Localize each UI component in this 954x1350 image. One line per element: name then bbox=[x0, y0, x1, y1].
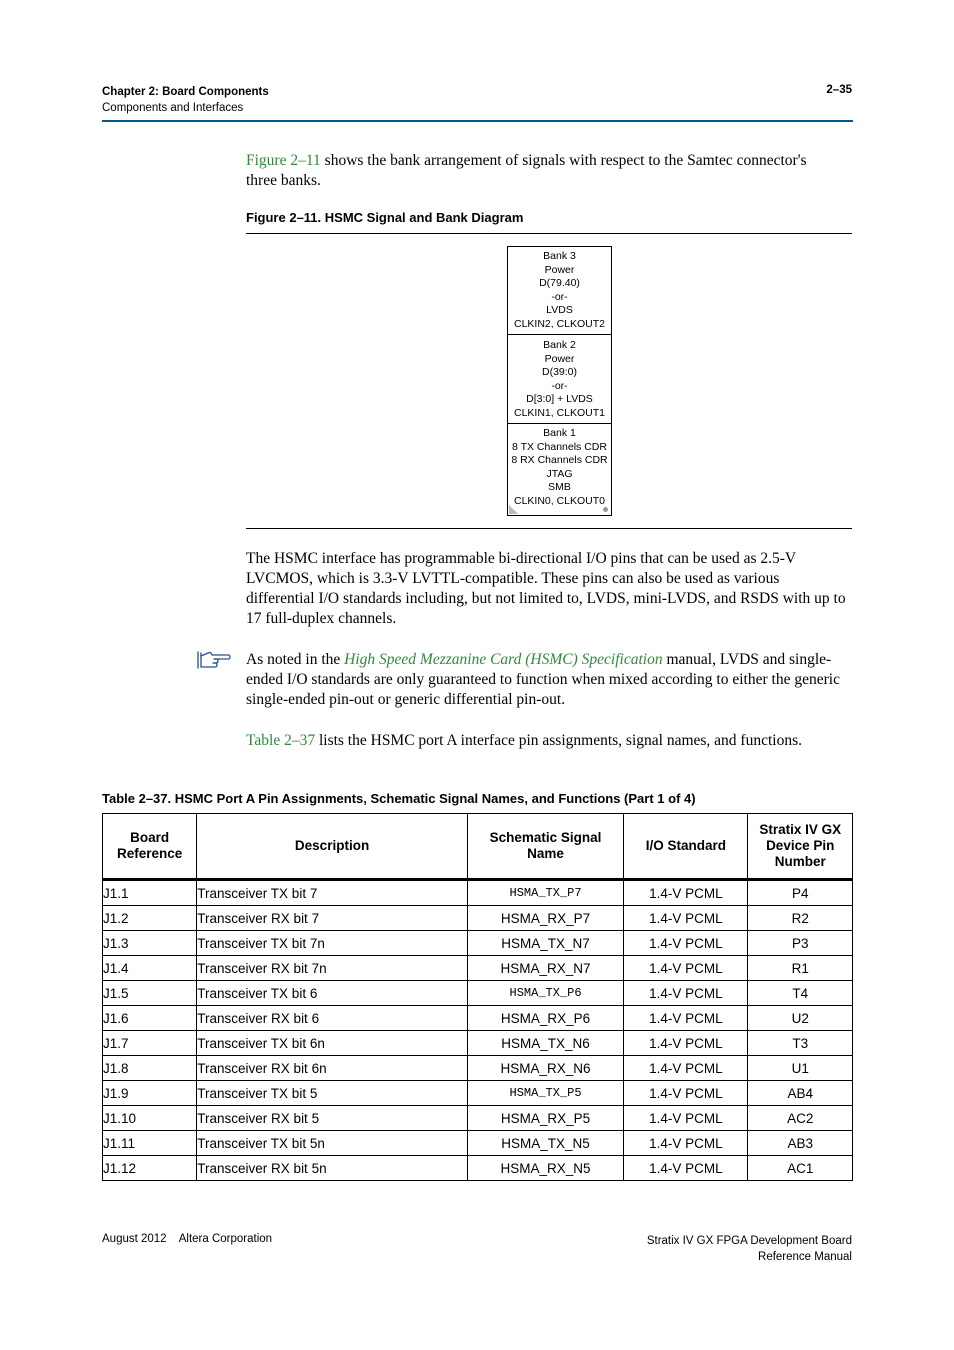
description-cell: Transceiver TX bit 7n bbox=[197, 931, 468, 956]
note-text-after: manual, LVDS and single-ended I/O standards are only guaranteed to function when mixed according to either the generic single-ended pin-out or generic differential pin-out. bbox=[246, 651, 840, 708]
board-reference-cell: J1.11 bbox=[103, 1131, 197, 1156]
pin-number-cell: AC2 bbox=[748, 1106, 853, 1131]
figure-link[interactable]: Figure 2–11 bbox=[246, 152, 321, 169]
io-standard-cell: 1.4-V PCML bbox=[624, 1081, 748, 1106]
board-reference-cell: J1.4 bbox=[103, 956, 197, 981]
io-standard-cell: 1.4-V PCML bbox=[624, 1056, 748, 1081]
description-cell: Transceiver TX bit 6 bbox=[197, 981, 468, 1006]
table-row bbox=[103, 1031, 853, 1056]
board-reference-cell: J1.8 bbox=[103, 1056, 197, 1081]
chapter-title: Chapter 2: Board Components bbox=[102, 86, 269, 98]
intro-text: shows the bank arrangement of signals with respect to the Samtec connector's three banks. bbox=[246, 152, 807, 189]
figure-caption: Figure 2–11. HSMC Signal and Bank Diagram bbox=[246, 210, 524, 225]
description-cell: Transceiver RX bit 7n bbox=[197, 956, 468, 981]
signal-name-cell: HSMA_RX_N6 bbox=[467, 1056, 623, 1081]
footer-date-company: August 2012 Altera Corporation bbox=[102, 1233, 273, 1245]
io-standard-cell: 1.4-V PCML bbox=[624, 931, 748, 956]
io-standard-cell: 1.4-V PCML bbox=[624, 1131, 748, 1156]
description-cell: Transceiver TX bit 5n bbox=[197, 1131, 468, 1156]
pin-number-cell: R2 bbox=[748, 906, 853, 931]
table-row bbox=[103, 1131, 853, 1156]
bank-2-line: CLKIN1, CLKOUT1 bbox=[513, 406, 606, 419]
table-row bbox=[103, 906, 853, 931]
table-row bbox=[103, 1056, 853, 1081]
description-cell: Transceiver RX bit 7 bbox=[197, 906, 468, 931]
hsmc-bank-diagram bbox=[507, 246, 612, 516]
bank-2-block bbox=[508, 339, 611, 420]
hsmc-description-paragraph: The HSMC interface has programmable bi-directional I/O pins that can be used as 2.5-V LVCMOS, which is 3.3-V LVTTL-compatible. These pins can also be used as various differential I/O standards including, but not limited to, LVDS, mini-LVDS, and RSDS with up to 17 full-duplex channels. bbox=[246, 550, 846, 627]
table-row bbox=[103, 1006, 853, 1031]
description-cell: Transceiver RX bit 6n bbox=[197, 1056, 468, 1081]
description-cell: Transceiver TX bit 7 bbox=[197, 880, 468, 906]
signal-name-cell: HSMA_TX_P7 bbox=[467, 880, 623, 906]
note-text-before: As noted in the bbox=[246, 651, 345, 668]
io-standard-cell: 1.4-V PCML bbox=[624, 906, 748, 931]
signal-name-cell: HSMA_TX_N6 bbox=[467, 1031, 623, 1056]
table-intro-paragraph bbox=[246, 731, 846, 751]
header-rule bbox=[102, 120, 853, 122]
bank-3-line: Bank 3 bbox=[543, 250, 576, 262]
board-reference-cell: J1.1 bbox=[103, 880, 197, 906]
table-row bbox=[103, 1156, 853, 1181]
intro-paragraph bbox=[246, 151, 836, 191]
bank-3-line: -or- bbox=[551, 290, 568, 303]
pointing-hand-icon bbox=[196, 648, 232, 672]
signal-name-cell: HSMA_TX_P6 bbox=[467, 981, 623, 1006]
bank-2-line: Power bbox=[544, 352, 575, 365]
signal-name-cell: HSMA_RX_P7 bbox=[467, 906, 623, 931]
pin-number-cell: U2 bbox=[748, 1006, 853, 1031]
pin-number-cell: AC1 bbox=[748, 1156, 853, 1181]
col-header-io-standard: I/O Standard bbox=[624, 814, 748, 880]
col-header-description: Description bbox=[197, 814, 468, 880]
footer-document-title bbox=[647, 1233, 852, 1265]
bank-2-line: D[3:0] + LVDS bbox=[526, 393, 593, 405]
signal-name-cell: HSMA_TX_N5 bbox=[467, 1131, 623, 1156]
io-standard-cell: 1.4-V PCML bbox=[624, 1006, 748, 1031]
bank-divider bbox=[508, 423, 611, 424]
table-header-row bbox=[103, 814, 853, 880]
bank-1-line: 8 TX Channels CDR bbox=[512, 440, 607, 453]
pin-number-cell: P4 bbox=[748, 880, 853, 906]
bank-1-line: JTAG bbox=[546, 467, 573, 480]
board-reference-cell: J1.12 bbox=[103, 1156, 197, 1181]
description-cell: Transceiver RX bit 5 bbox=[197, 1106, 468, 1131]
hsmc-spec-link[interactable]: High Speed Mezzanine Card (HSMC) Specification bbox=[344, 651, 663, 668]
bank-divider bbox=[508, 334, 611, 335]
table-row bbox=[103, 1106, 853, 1131]
table-row bbox=[103, 981, 853, 1006]
bank-3-line: LVDS bbox=[546, 304, 573, 316]
pin-number-cell: T4 bbox=[748, 981, 853, 1006]
board-reference-cell: J1.6 bbox=[103, 1006, 197, 1031]
bank-1-line: Bank 1 bbox=[543, 427, 576, 439]
footer-title-line-1: Stratix IV GX FPGA Development Board bbox=[646, 1235, 852, 1247]
bank-3-line: CLKIN2, CLKOUT2 bbox=[513, 317, 606, 330]
table-row bbox=[103, 1081, 853, 1106]
bank-3-line: D(79.40) bbox=[539, 277, 580, 289]
table-caption: Table 2–37. HSMC Port A Pin Assignments, Schematic Signal Names, and Functions (Part 1 of 4) bbox=[102, 791, 696, 806]
io-standard-cell: 1.4-V PCML bbox=[624, 880, 748, 906]
running-header bbox=[102, 84, 269, 116]
figure-top-rule bbox=[246, 233, 852, 234]
signal-name-cell: HSMA_RX_P5 bbox=[467, 1106, 623, 1131]
board-reference-cell: J1.7 bbox=[103, 1031, 197, 1056]
board-reference-cell: J1.2 bbox=[103, 906, 197, 931]
board-reference-cell: J1.10 bbox=[103, 1106, 197, 1131]
col-header-schematic-signal-name: Schematic Signal Name bbox=[467, 814, 623, 880]
board-reference-cell: J1.3 bbox=[103, 931, 197, 956]
table-row bbox=[103, 956, 853, 981]
pin-number-cell: T3 bbox=[748, 1031, 853, 1056]
connector-corner-marker bbox=[509, 505, 518, 514]
board-reference-cell: J1.5 bbox=[103, 981, 197, 1006]
table-intro-text: lists the HSMC port A interface pin assignments, signal names, and functions. bbox=[315, 732, 802, 749]
bank-1-line: SMB bbox=[548, 481, 571, 493]
pin-number-cell: R1 bbox=[748, 956, 853, 981]
signal-name-cell: HSMA_TX_P5 bbox=[467, 1081, 623, 1106]
bank-3-line: Power bbox=[544, 263, 575, 276]
note-paragraph bbox=[246, 650, 856, 710]
description-cell: Transceiver RX bit 5n bbox=[197, 1156, 468, 1181]
io-standard-cell: 1.4-V PCML bbox=[624, 981, 748, 1006]
io-standard-cell: 1.4-V PCML bbox=[624, 1031, 748, 1056]
signal-name-cell: HSMA_RX_N5 bbox=[467, 1156, 623, 1181]
section-title: Components and Interfaces bbox=[102, 102, 244, 114]
description-cell: Transceiver RX bit 6 bbox=[197, 1006, 468, 1031]
signal-name-cell: HSMA_TX_N7 bbox=[467, 931, 623, 956]
table-link[interactable]: Table 2–37 bbox=[246, 732, 316, 749]
signal-name-cell: HSMA_RX_P6 bbox=[467, 1006, 623, 1031]
signal-name-cell: HSMA_RX_N7 bbox=[467, 956, 623, 981]
bank-1-line: 8 RX Channels CDR bbox=[511, 454, 608, 466]
col-header-board-reference: Board Reference bbox=[103, 814, 197, 880]
bank-3-block bbox=[508, 250, 611, 331]
description-cell: Transceiver TX bit 5 bbox=[197, 1081, 468, 1106]
io-standard-cell: 1.4-V PCML bbox=[624, 956, 748, 981]
table-row bbox=[103, 880, 853, 906]
col-header-device-pin-number: Stratix IV GX Device Pin Number bbox=[748, 814, 853, 880]
page-number: 2–35 bbox=[826, 84, 852, 96]
description-cell: Transceiver TX bit 6n bbox=[197, 1031, 468, 1056]
bank-2-line: -or- bbox=[551, 379, 568, 392]
bank-2-line: Bank 2 bbox=[543, 339, 576, 351]
pin-number-cell: U1 bbox=[748, 1056, 853, 1081]
figure-bottom-rule bbox=[246, 528, 852, 529]
bank-1-line: CLKIN0, CLKOUT0 bbox=[513, 494, 606, 507]
pin-number-cell: AB3 bbox=[748, 1131, 853, 1156]
pin-number-cell: AB4 bbox=[748, 1081, 853, 1106]
io-standard-cell: 1.4-V PCML bbox=[624, 1156, 748, 1181]
board-reference-cell: J1.9 bbox=[103, 1081, 197, 1106]
table-row bbox=[103, 931, 853, 956]
bank-1-block bbox=[508, 427, 611, 508]
bank-2-line: D(39:0) bbox=[541, 366, 577, 378]
pin-number-cell: P3 bbox=[748, 931, 853, 956]
io-standard-cell: 1.4-V PCML bbox=[624, 1106, 748, 1131]
pin-assignment-table bbox=[102, 813, 853, 1181]
footer-title-line-2: Reference Manual bbox=[758, 1251, 852, 1263]
connector-dot-marker bbox=[603, 507, 608, 512]
